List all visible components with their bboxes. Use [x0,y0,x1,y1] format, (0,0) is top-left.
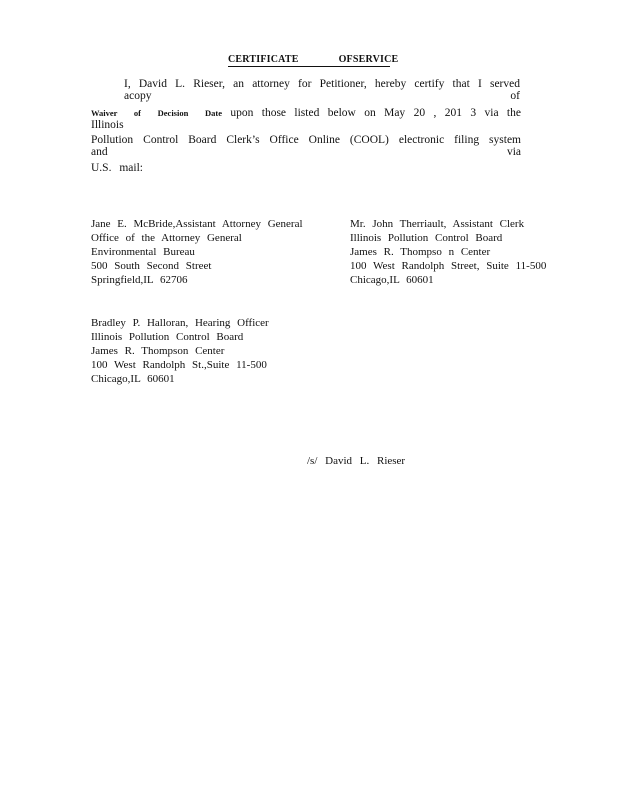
signature: /s/ David L. Rieser [307,455,406,467]
address-line: Illinois Pollution Control Board [91,331,244,343]
title-word-service: SERVICE [352,54,399,65]
recipient-block-halloran [91,316,269,386]
address-line: Mr. John Therriault, Assistant Clerk [350,218,525,230]
body-line-1: I, David L. Rieser, an attorney for Petitioner, hereby certify that I served acopy of [124,78,520,102]
address-line: Springfield,IL 62706 [91,274,188,286]
body-line-2 [91,107,521,131]
document-title [228,54,399,67]
address-line: Environmental Bureau [91,246,195,258]
recipient-block-mcbride [91,217,303,287]
title-word-certificate: CERTIFICATE [228,54,299,65]
address-line: James R. Thompso n Center [350,246,491,258]
address-line: Chicago,IL 60601 [350,274,434,286]
address-line: Jane E. McBride,Assistant Attorney General [91,218,303,230]
recipient-block-therriault [350,217,546,287]
address-line: 100 West Randolph Street, Suite 11-500 [350,260,547,272]
title-word-of: OF [338,54,353,65]
address-line: 500 South Second Street [91,260,212,272]
address-line: 100 West Randolph St.,Suite 11-500 [91,359,267,371]
body-line-4: U.S. mail: [91,162,143,174]
body-line-3: Pollution Control Board Clerk’s Office Online (COOL) electronic filing system and via [91,134,521,158]
document-name: Waiver of Decision Date [91,108,222,118]
address-line: Illinois Pollution Control Board [350,232,503,244]
address-line: Chicago,IL 60601 [91,373,175,385]
address-line: James R. Thompson Center [91,345,225,357]
body-line-2-rest: upon those listed below on May 20 , 201 3 via the Illinois [91,107,521,131]
address-line: Office of the Attorney General [91,232,242,244]
address-line: Bradley P. Halloran, Hearing Officer [91,317,269,329]
